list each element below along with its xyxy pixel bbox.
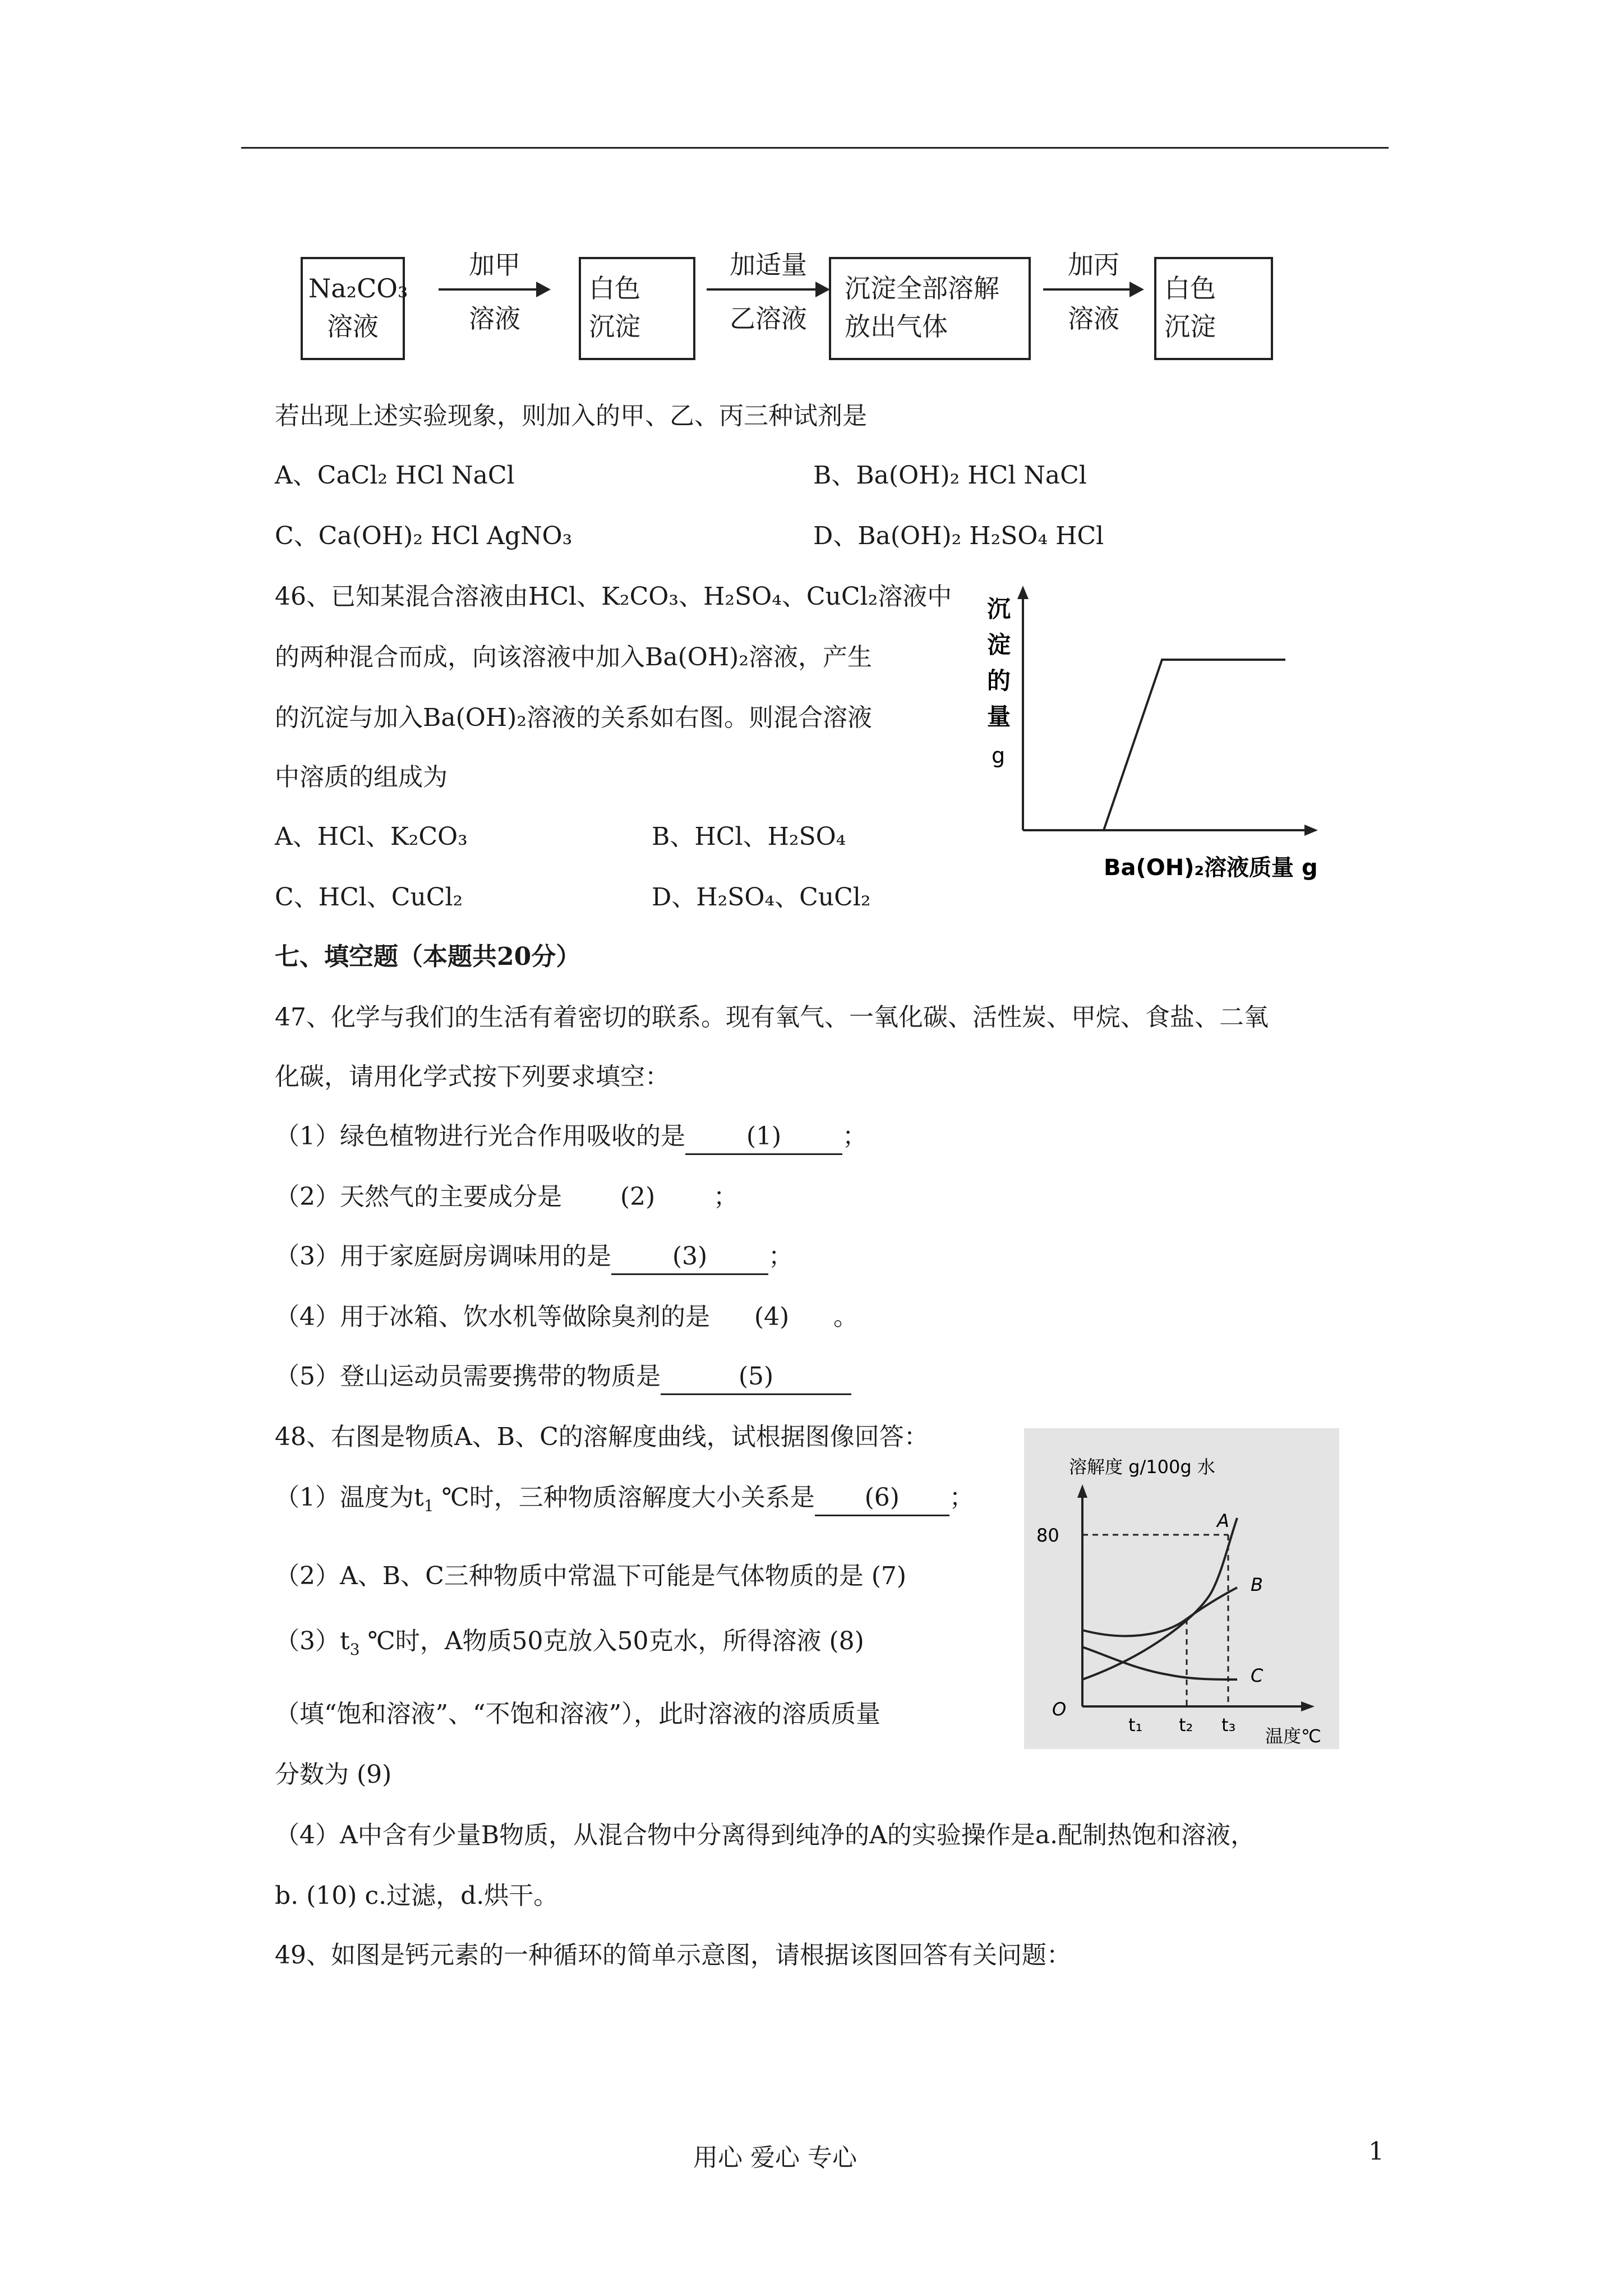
q47-item-2 [275,1180,738,1214]
t1-label: t₁ [1128,1714,1143,1736]
q48-text: ℃时，三种物质溶解度大小关系是 [434,1483,815,1512]
q45-option-c: C、Ca(OH)₂ HCl AgNO₃ [275,522,573,550]
flow-box-line: 沉淀 [1164,311,1216,342]
flow-box-line: 放出气体 [845,311,948,342]
q47-line-2: 化碳，请用化学式按下列要求填空： [275,1062,670,1091]
x-axis-label: Ba(OH)₂溶液质量 g [1104,855,1318,881]
curve-c-label: C [1251,1665,1264,1686]
arrowhead-icon [536,282,551,297]
answer-blank[interactable]: (5) [661,1360,851,1395]
arrowhead-icon [815,282,830,297]
q47-item-end: ； [713,1182,738,1211]
y-axis-label: 溶解度 g/100g 水 [1069,1456,1215,1478]
q47-item-text: （5）登山运动员需要携带的物质是 [275,1362,661,1391]
y-label-char: 量 [987,703,1011,730]
arrow-label-top: 加适量 [730,250,807,280]
q46-line-4: 中溶质的组成为 [275,763,448,792]
q46-precipitate-graph [965,583,1324,898]
q48-line-5: 分数为 (9) [275,1760,392,1789]
q46-option-c: C、HCl、CuCl₂ [275,883,463,912]
q47-item-end: 。 [833,1303,858,1331]
flow-box-white-precipitate-1 [579,257,695,360]
y-label-char: 淀 [987,631,1011,659]
flow-arrow-1 [439,250,551,334]
precipitate-curve [1104,660,1285,830]
q48-text: （1）温度为t [275,1483,424,1512]
q47-line-1: 47、化学与我们的生活有着密切的联系。现有氧气、一氧化碳、活性炭、甲烷、食盐、二氧 [275,1003,1269,1032]
arrowhead-icon [1129,282,1144,297]
y-axis-arrow-icon [1017,586,1029,599]
q48-solubility-graph [1024,1428,1339,1749]
flow-arrow-3 [1043,250,1144,334]
flow-box-sodium-carbonate [301,257,408,360]
flow-box-line: 白色 [589,273,640,303]
q48-line-6: （4）A中含有少量B物质，从混合物中分离得到纯净的A的实验操作是a.配制热饱和溶液， [275,1821,1256,1849]
answer-blank[interactable]: (6) [815,1481,949,1516]
q45-option-d: D、Ba(OH)₂ H₂SO₄ HCl [813,522,1104,550]
subscript: 1 [423,1496,434,1515]
x-axis-arrow-icon [1304,825,1318,836]
t3-label: t₃ [1221,1714,1236,1736]
flow-box-line: 溶液 [327,311,379,342]
q48-line-7: b. (10) c.过滤，d.烘干。 [275,1881,559,1910]
answer-blank[interactable]: (3) [611,1240,768,1275]
q48-line-2: （2）A、B、C三种物质中常温下可能是气体物质的是 (7) [275,1562,907,1590]
q47-item-text: （4）用于冰箱、饮水机等做除臭剂的是 [275,1303,710,1331]
y-label-char: g [992,743,1006,768]
q47-item-4 [275,1300,858,1334]
q47-item-text: （2）天然气的主要成分是 [275,1182,562,1211]
q48-text: （3）t [275,1627,350,1655]
y-label-char: 的 [987,667,1011,694]
curve-b-label: B [1251,1574,1263,1595]
y-label-char: 沉 [987,595,1011,623]
y-tick-80: 80 [1036,1525,1059,1546]
arrow-shaft [439,288,537,291]
q47-item-end: ； [842,1122,867,1151]
section-title: 七、填空题（本题共20分） [275,942,581,971]
origin-label: O [1052,1699,1067,1720]
answer-blank[interactable]: (2) [620,1182,656,1211]
q47-item-1 [275,1120,867,1155]
q45-stem: 若出现上述实验现象，则加入的甲、乙、丙三种试剂是 [275,402,867,430]
q46-option-a: A、HCl、K₂CO₃ [275,822,468,851]
flow-box-line: 沉淀 [589,311,640,342]
answer-blank[interactable]: (4) [754,1303,790,1331]
q45-option-a: A、CaCl₂ HCl NaCl [275,461,515,490]
flow-box-dissolve-gas [829,257,1031,360]
q47-item-text: （1）绿色植物进行光合作用吸收的是 [275,1122,685,1151]
arrow-shaft [707,288,817,291]
t2-label: t₂ [1179,1714,1193,1736]
curve-a-label: A [1217,1510,1229,1531]
q48-line-3 [275,1625,864,1667]
subscript: 3 [349,1640,360,1659]
footer-motto: 用心 爱心 专心 [693,2143,857,2172]
arrow-shaft [1043,288,1131,291]
arrow-label-top: 加丙 [1068,250,1119,280]
flow-box-line: Na₂CO₃ [308,273,408,303]
arrow-label-bottom: 溶液 [1068,303,1119,334]
q48-stem: 48、右图是物质A、B、C的溶解度曲线，试根据图像回答： [275,1423,929,1451]
flow-box-line: 沉淀全部溶解 [845,273,999,303]
q46-option-b: B、HCl、H₂SO₄ [652,822,846,851]
q47-item-text: （3）用于家庭厨房调味用的是 [275,1242,611,1271]
q45-option-b: B、Ba(OH)₂ HCl NaCl [813,461,1087,490]
q46-line-2: 的两种混合而成，向该溶液中加入Ba(OH)₂溶液，产生 [275,643,872,671]
arrow-label-bottom: 溶液 [469,303,520,334]
arrow-label-bottom: 乙溶液 [730,303,807,334]
q48-text: ； [949,1483,974,1512]
arrow-label-top: 加甲 [469,250,520,280]
q46-option-d: D、H₂SO₄、CuCl₂ [652,883,871,912]
q46-line-3: 的沉淀与加入Ba(OH)₂溶液的关系如右图。则混合溶液 [275,703,872,732]
q47-item-end: ； [768,1242,793,1271]
page-number: 1 [1368,2137,1384,2166]
q48-line-1 [275,1481,974,1523]
header-rule [241,147,1389,149]
x-axis-label: 温度℃ [1265,1726,1321,1747]
flow-arrow-2 [707,250,830,334]
q48-line-4: （填“饱和溶液”、“不饱和溶液”），此时溶液的溶质质量 [275,1700,880,1728]
q47-item-3 [275,1240,793,1275]
q47-item-5 [275,1360,851,1395]
q46-line-1: 46、已知某混合溶液由HCl、K₂CO₃、H₂SO₄、CuCl₂溶液中 [275,582,952,611]
q49-stem: 49、如图是钙元素的一种循环的简单示意图，请根据该图回答有关问题： [275,1941,1071,1970]
flow-box-line: 白色 [1164,273,1216,303]
answer-blank[interactable]: (1) [685,1120,842,1155]
q48-text: ℃时，A物质50克放入50克水，所得溶液 (8) [359,1627,864,1655]
flow-box-white-precipitate-2 [1154,257,1273,360]
